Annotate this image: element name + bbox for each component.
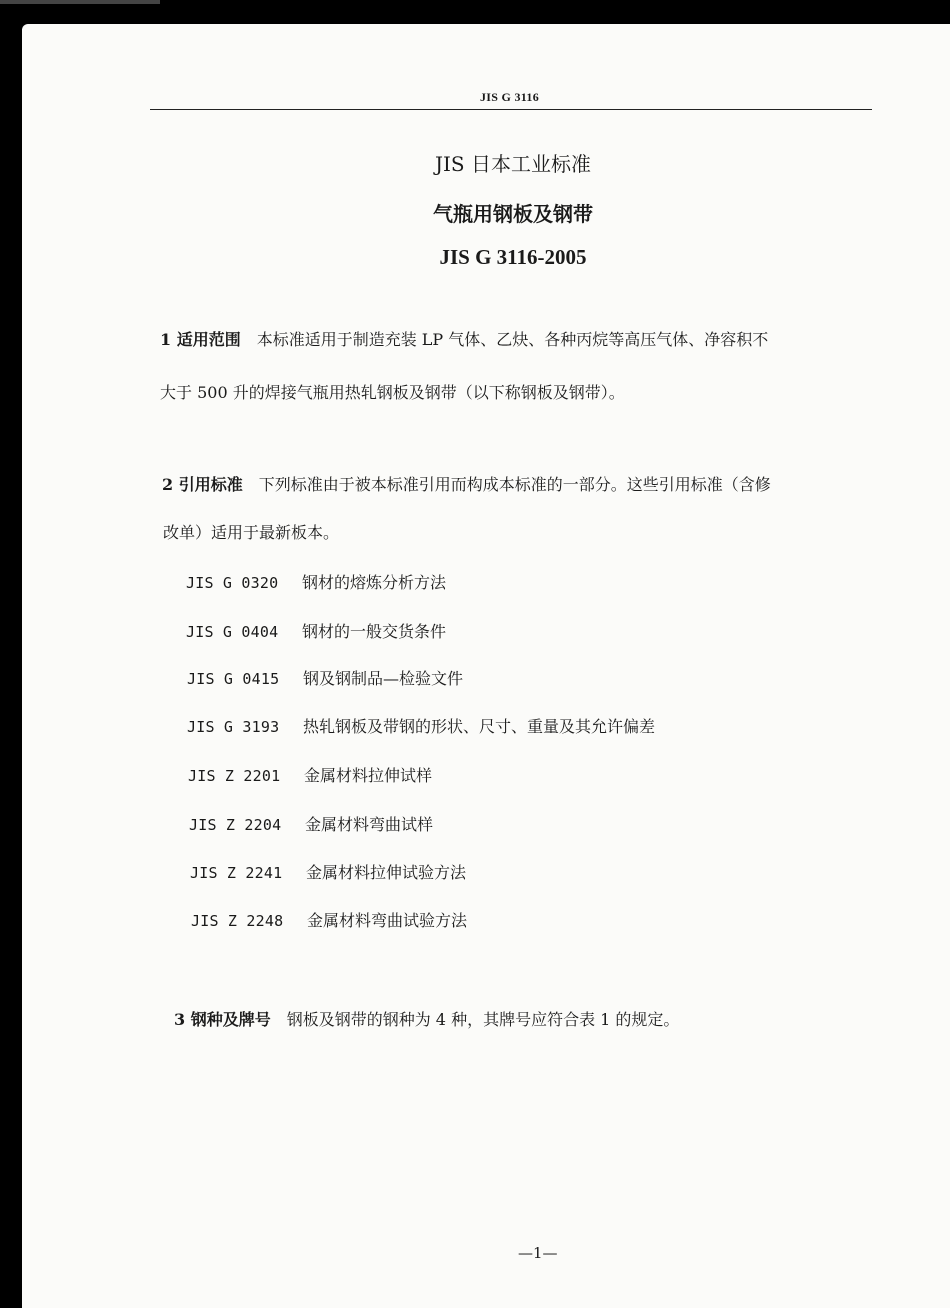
section-2-text-1: 下列标准由于被本标准引用而构成本标准的一部分。这些引用标准（含修 [258, 475, 771, 494]
reference-code: JIS G 3193 [187, 718, 280, 736]
reference-item [186, 570, 446, 593]
reference-item [191, 908, 467, 931]
page-number: —1— [518, 1244, 558, 1262]
section-1-heading: 1 适用范围 [160, 330, 241, 349]
reference-code: JIS G 0404 [186, 623, 279, 641]
reference-code: JIS G 0320 [186, 574, 279, 592]
reference-title: 热轧钢板及带钢的形状、尺寸、重量及其允许偏差 [303, 717, 656, 736]
section-2-line-1 [162, 472, 771, 495]
reference-code: JIS Z 2201 [188, 767, 281, 785]
reference-item [187, 666, 463, 689]
reference-title: 钢材的熔炼分析方法 [302, 573, 447, 592]
section-1-text-2: 大于 500 升的焊接气瓶用热轧钢板及钢带（以下称钢板及钢带）。 [160, 383, 625, 402]
reference-title: 金属材料拉伸试验方法 [306, 863, 467, 882]
reference-title: 金属材料弯曲试样 [305, 815, 434, 834]
running-header-code: JIS G 3116 [480, 90, 540, 104]
reference-title: 金属材料弯曲试验方法 [307, 911, 468, 930]
title-standard: JIS 日本工业标准 [435, 152, 591, 176]
reference-code: JIS Z 2248 [191, 912, 284, 930]
reference-item [186, 619, 446, 642]
section-2-heading: 2 引用标准 [162, 475, 243, 494]
section-3-heading: 3 钢种及牌号 [174, 1010, 271, 1029]
header-rule [150, 109, 872, 110]
reference-code: JIS Z 2204 [189, 816, 282, 834]
reference-item [190, 860, 466, 883]
scan-edge-mark [0, 0, 160, 4]
section-3-line-1 [174, 1007, 679, 1030]
section-1-line-1 [160, 327, 768, 350]
title-code: JIS G 3116-2005 [439, 245, 587, 269]
reference-item [188, 763, 432, 786]
reference-title: 金属材料拉伸试样 [304, 766, 433, 785]
reference-item [187, 714, 655, 737]
section-2-text-2: 改单）适用于最新板本。 [163, 523, 340, 542]
reference-code: JIS G 0415 [187, 670, 280, 688]
reference-title: 钢材的一般交货条件 [302, 622, 447, 641]
section-3-text-1: 钢板及钢带的钢种为 4 种，其牌号应符合表 1 的规定。 [286, 1010, 680, 1029]
reference-item [189, 812, 433, 835]
title-subject: 气瓶用钢板及钢带 [433, 202, 593, 226]
reference-code: JIS Z 2241 [190, 864, 283, 882]
section-1-text-1: 本标准适用于制造充装 LP 气体、乙炔、各种丙烷等高压气体、净容积不 [256, 330, 769, 349]
reference-title: 钢及钢制品—检验文件 [303, 669, 464, 688]
